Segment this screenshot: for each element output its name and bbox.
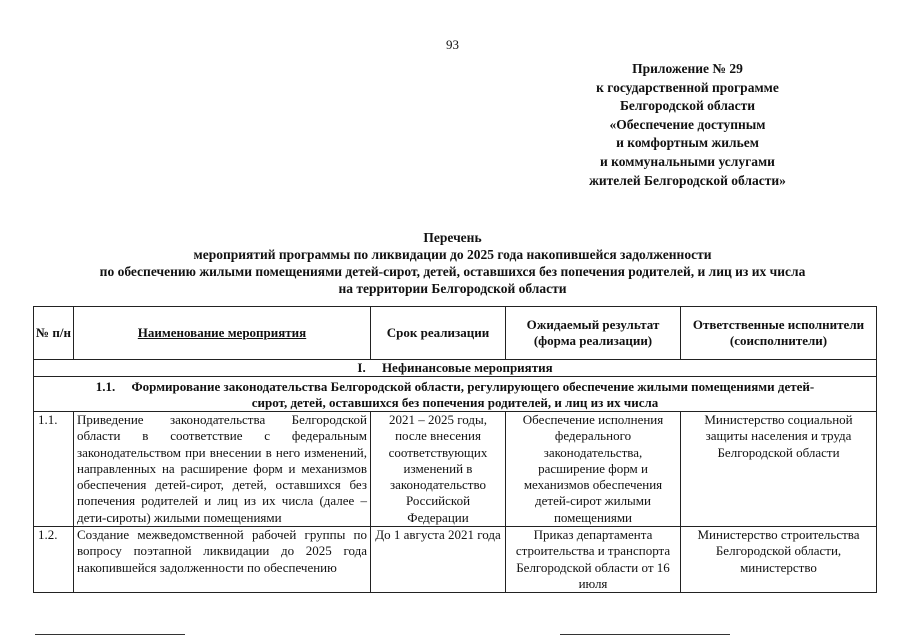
table-row bbox=[34, 412, 877, 527]
row-term: До 1 августа 2021 года bbox=[371, 527, 506, 593]
table-header-row bbox=[34, 307, 877, 360]
appendix-line: жителей Белгородской области» bbox=[589, 172, 786, 188]
row-term: 2021 – 2025 годы, после внесения соответствующих изменений в законодательство Российской Федерации bbox=[371, 412, 506, 527]
section-title: I. Нефинансовые мероприятия bbox=[34, 360, 877, 377]
row-num: 1.1. bbox=[34, 412, 74, 527]
subsection-row bbox=[34, 377, 877, 412]
row-result: Обеспечение исполнения федерального законодательства, расширение форм и механизмов обеспечения детей-сирот жилыми помещениями bbox=[506, 412, 681, 527]
title-line-2: мероприятий программы по ликвидации до 2025 года накопившейся задолженности bbox=[193, 247, 712, 262]
row-responsible: Министерство социальной защиты населения и труда Белгородской области bbox=[681, 412, 877, 527]
header-result: Ожидаемый результат (форма реализации) bbox=[506, 307, 681, 360]
header-num: № п/н bbox=[34, 307, 74, 360]
appendix-line: «Обеспечение доступным bbox=[609, 116, 766, 132]
document-title bbox=[0, 229, 905, 297]
row-result: Приказ департамента строительства и транспорта Белгородской области от 16 июля bbox=[506, 527, 681, 593]
page-number: 93 bbox=[446, 37, 459, 52]
title-line-1: Перечень bbox=[423, 230, 482, 245]
appendix-line: Белгородской области bbox=[619, 98, 756, 114]
appendix-line: и коммунальными услугами bbox=[600, 153, 775, 169]
appendix-line: к государственной программе bbox=[596, 79, 779, 95]
title-line-4: на территории Белгородской области bbox=[338, 281, 567, 296]
header-name-text: Наименование мероприятия bbox=[137, 324, 307, 340]
header-name bbox=[74, 307, 371, 360]
appendix-line: Приложение № 29 bbox=[632, 61, 743, 76]
title-line-3: по обеспечению жилыми помещениями детей-сирот, детей, оставшихся без попечения родителей, и лиц из их числа bbox=[99, 264, 806, 279]
table-row bbox=[34, 527, 877, 593]
header-responsible: Ответственные исполнители (соисполнители) bbox=[681, 307, 877, 360]
section-row bbox=[34, 360, 877, 377]
measures-table bbox=[33, 306, 877, 593]
page-edge-line bbox=[560, 634, 730, 635]
appendix-heading bbox=[555, 60, 820, 190]
row-responsible: Министерство строительства Белгородской области, министерство bbox=[681, 527, 877, 593]
page-edge-line bbox=[35, 634, 185, 635]
row-name: Создание межведомственной рабочей группы по вопросу поэтапной ликвидации до 2025 года накопившейся задолженности по обеспечению bbox=[74, 527, 371, 593]
header-term: Срок реализации bbox=[371, 307, 506, 360]
row-name: Приведение законодательства Белгородской области в соответствие с федеральным законодательством при внесении в него изменений, направленных на расширение форм и механизмов обеспечения детей-сирот, детей, оставшихся без попечения родителей и лиц из их числа (далее – дети-сироты) жилыми помещениями bbox=[74, 412, 371, 527]
subsection-title: 1.1. Формирование законодательства Белгородской области, регулирующего обеспечение жилыми помещениями детей-сирот, детей, оставшихся без попечения родителей, и лиц из их числа bbox=[34, 377, 877, 412]
appendix-line: и комфортным жильем bbox=[616, 135, 759, 151]
row-num: 1.2. bbox=[34, 527, 74, 593]
